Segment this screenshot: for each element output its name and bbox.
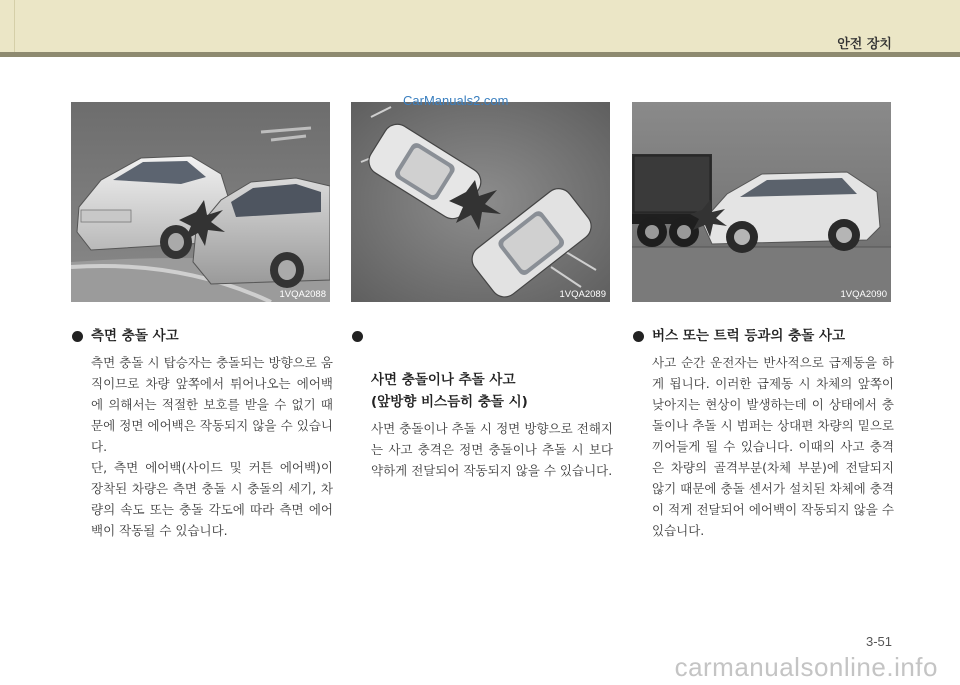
bullet-icon	[352, 331, 363, 342]
column-side-collision	[71, 325, 333, 541]
side-collision-illustration	[71, 102, 330, 302]
footer-watermark: carmanualsonline.info	[674, 652, 938, 682]
column-oblique-collision	[351, 325, 613, 481]
page-header	[0, 0, 960, 56]
section-title: 안전 장치	[837, 37, 892, 52]
column-body: 측면 충돌 시 탑승자는 충돌되는 방향으로 움직이므로 차량 앞쪽에서 튀어나오는 에어백에 의해서는 적절한 보호를 받을 수 없기 때문에 정면 에어백은 작동되지 않을 수 있습니다. 단, 측면 에어백(사이드 및 커튼 에어백)이 장착된 차량은 측면 충돌 시 충돌의 세기, 차량의 속도 또는 충돌 각도에 따라 측면 에어백이 작동될 수 있습니다.	[91, 355, 333, 538]
column-body: 사면 충돌이나 추돌 시 정면 방향으로 전해지는 사고 충격은 정면 충돌이나 추돌 시 보다 약하게 전달되어 작동되지 않을 수 있습니다.	[371, 421, 613, 478]
figure-underride-collision	[632, 102, 891, 302]
bullet-icon	[633, 331, 644, 342]
figure-code: 1VQA2090	[840, 289, 887, 300]
figure-oblique-collision	[351, 102, 610, 302]
underride-collision-illustration	[632, 102, 891, 302]
bullet-icon	[72, 331, 83, 342]
oblique-collision-illustration	[351, 102, 610, 302]
header-rule	[0, 52, 960, 57]
heading-text: 버스 또는 트럭 등과의 충돌 사고	[652, 328, 846, 344]
figure-code: 1VQA2089	[559, 289, 606, 300]
figure-side-collision	[71, 102, 330, 302]
figure-code: 1VQA2088	[279, 289, 326, 300]
heading-text: 측면 충돌 사고	[91, 328, 179, 344]
heading-text: 사면 충돌이나 추돌 사고 (앞방향 비스듬히 충돌 시)	[371, 372, 528, 410]
column-body: 사고 순간 운전자는 반사적으로 급제동을 하게 됩니다. 이러한 급제동 시 차체의 앞쪽이 낮아지는 현상이 발생하는데 이 상태에서 충돌이나 추돌 시 범퍼는 상대편 차량의 밑으로 끼어들게 될 수 있습니다. 이때의 사고 충격은 차량의 골격부분(차체 부분)에 전달되지 않기 때문에 충돌 센서가 설치된 차체에 충격이 적게 전달되어 에어백이 작동되지 않을 수 있습니다.	[652, 355, 894, 538]
page-number: 3-51	[865, 634, 892, 649]
column-heading	[632, 325, 894, 347]
header-divider	[14, 0, 15, 56]
column-underride-collision	[632, 325, 894, 541]
column-heading	[71, 325, 333, 347]
column-heading	[351, 325, 613, 413]
watermark-top: CarManuals2.com	[403, 93, 509, 108]
